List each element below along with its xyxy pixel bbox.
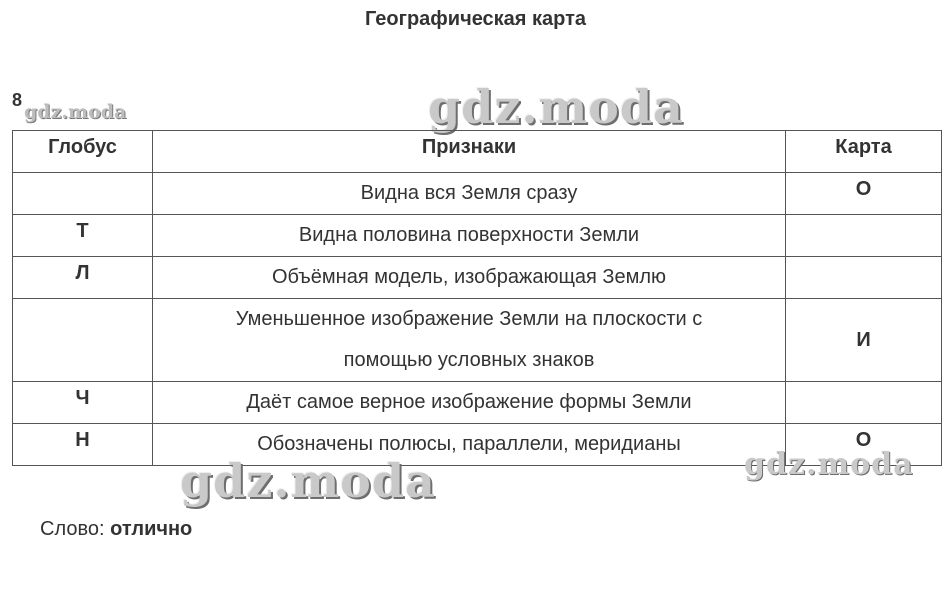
- feature-cell: Объёмная модель, изображающая Землю: [153, 257, 786, 299]
- table-row: [13, 299, 942, 382]
- watermark-logo: gdz.moda: [744, 447, 914, 482]
- watermark-logo: gdz.moda: [180, 454, 436, 508]
- feature-cell: [153, 299, 786, 382]
- globe-cell: Т: [13, 215, 153, 257]
- answer-word: отлично: [110, 518, 193, 540]
- page-title: Географическая карта: [364, 8, 587, 30]
- table-row: [13, 257, 942, 299]
- table-row: [13, 382, 942, 424]
- column-header-map: Карта: [786, 131, 942, 173]
- feature-cell: Обозначены полюсы, параллели, меридианы: [153, 424, 786, 466]
- globe-cell: Л: [13, 257, 153, 299]
- feature-line: помощью условных знаков: [343, 349, 595, 371]
- table-header-row: [13, 131, 942, 173]
- column-header-globe: Глобус: [13, 131, 153, 173]
- globe-cell: Н: [13, 424, 153, 466]
- feature-line: Уменьшенное изображение Земли на плоскости с: [235, 308, 703, 330]
- map-cell: О: [786, 173, 942, 215]
- map-cell: О: [786, 424, 942, 466]
- map-cell: [786, 215, 942, 257]
- task-number: 8: [12, 90, 23, 110]
- map-cell: [786, 382, 942, 424]
- map-cell: [786, 257, 942, 299]
- globe-cell: Ч: [13, 382, 153, 424]
- answer-line: [40, 518, 192, 541]
- feature-cell: Видна половина поверхности Земли: [153, 215, 786, 257]
- globe-cell: [13, 299, 153, 382]
- answer-label: Слово:: [40, 518, 105, 540]
- watermark-logo: gdz.moda: [24, 101, 127, 123]
- table-row: [13, 215, 942, 257]
- feature-cell: Даёт самое верное изображение формы Земли: [153, 382, 786, 424]
- table-row: [13, 173, 942, 215]
- map-cell: И: [786, 299, 942, 382]
- globe-cell: [13, 173, 153, 215]
- watermark-logo: gdz.moda: [428, 80, 684, 134]
- column-header-features: Признаки: [153, 131, 786, 173]
- feature-cell: Видна вся Земля сразу: [153, 173, 786, 215]
- comparison-table: [12, 130, 942, 466]
